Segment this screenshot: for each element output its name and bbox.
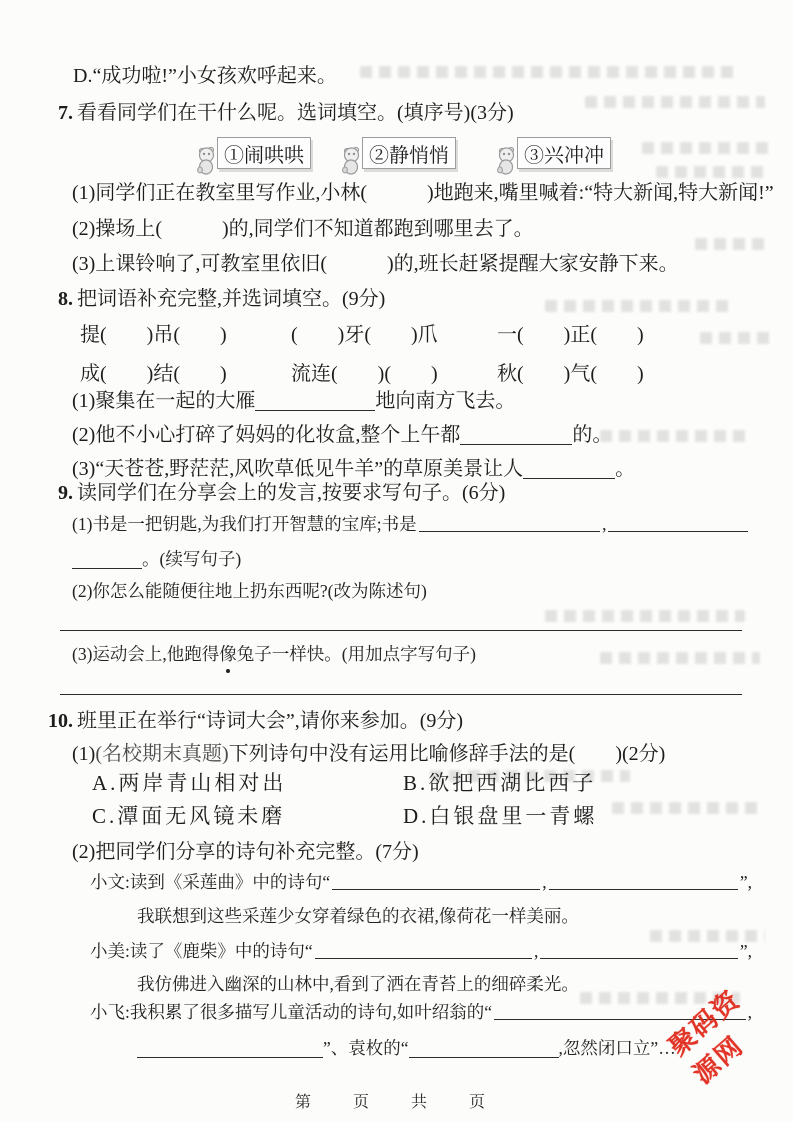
speaker-text: 小美:读了《鹿柴》中的诗句“: [90, 941, 313, 961]
bleedthrough-text: [360, 66, 740, 78]
question-8-title: [58, 286, 385, 313]
speaker-text: 小文:读到《采莲曲》中的诗句“: [90, 872, 331, 892]
fill-blank: [419, 531, 600, 532]
speaker-xiaomei-line-1: [90, 938, 752, 964]
question-9-item-2: (2)你怎么能随便往地上扔东西呢?(改为陈述句): [72, 581, 427, 601]
bleedthrough-text: [656, 166, 766, 178]
bleedthrough-text: [600, 430, 750, 442]
word-group: ( )牙( )爪: [291, 324, 438, 346]
question-8-item-2: [72, 422, 612, 449]
word-option-box-1: [217, 137, 311, 169]
fill-blank: [255, 390, 375, 411]
speaker-text: ,: [533, 941, 539, 961]
fill-blank: [315, 958, 532, 959]
item-text: 地向南方飞去。: [375, 390, 516, 412]
bleedthrough-text: [612, 802, 762, 814]
question-7-item-3: (3)上课铃响了,可教室里依旧( )的,班长赶紧提醒大家安静下来。: [72, 253, 679, 275]
question-7-text: 看看同学们在干什么呢。选词填空。(填序号)(3分): [77, 102, 514, 124]
panda-mascot-icon: [495, 143, 519, 175]
bleedthrough-text: [585, 96, 765, 108]
fill-blank: [72, 548, 142, 569]
speaker-xiaofei-line-2: [137, 1035, 676, 1061]
question-9-item-3: [72, 641, 476, 667]
question-7-title: [58, 100, 514, 127]
item-text: (2)他不小心打碎了妈妈的化妆盒,整个上午都: [72, 424, 461, 446]
dotted-char: 像: [219, 641, 237, 667]
item-text: ,: [602, 514, 607, 534]
item-text: (1)书是一把钥匙,为我们打开智慧的宝库;书是: [72, 514, 417, 534]
choice-b: B.欲把西湖比西子: [403, 771, 597, 795]
question-9-text: 读同学们在分享会上的发言,按要求写句子。(6分): [77, 482, 506, 504]
choice-c: C.潭面无风镜未磨: [92, 804, 286, 828]
item-text: 。: [615, 458, 636, 480]
page-footer: 第 页 共 页: [294, 1094, 498, 1111]
question-7-item-1: (1)同学们正在教室里写作业,小林( )地跑来,嘴里喊着:“特大新闻,特大新闻!”: [72, 182, 774, 204]
speaker-xiaowen-line-2: 我联想到这些采莲少女穿着绿色的衣裙,像荷花一样美丽。: [137, 906, 579, 926]
question-9-item-1-line-2: [72, 546, 241, 572]
speaker-text: ,忽然闭口立”…: [558, 1038, 676, 1058]
question-9-title: [58, 480, 505, 507]
speaker-text: 小飞:我积累了很多描写儿童活动的诗句,如叶绍翁的“: [90, 1002, 493, 1022]
fill-blank: [137, 1037, 323, 1058]
question-8-text: 把词语补充完整,并选词填空。(9分): [77, 288, 386, 310]
speaker-text: ,: [747, 1002, 752, 1022]
question-9-number: 9.: [58, 482, 73, 504]
item-text: 的。: [572, 424, 613, 446]
question-7-number: 7.: [58, 102, 73, 124]
fill-blank: [608, 531, 748, 532]
bleedthrough-text: [545, 610, 745, 622]
bleedthrough-text: [600, 652, 760, 664]
word-group: 流连( )( ): [291, 363, 438, 385]
question-8-number: 8.: [58, 288, 73, 310]
word-group: 一( )正( ): [497, 324, 644, 346]
fill-blank: [332, 889, 540, 890]
fill-blank: [549, 889, 738, 890]
question-10-text: 班里正在举行“诗词大会”,请你来参加。(9分): [77, 710, 464, 732]
question-10-item-1: [72, 741, 665, 768]
fill-blank: [409, 1037, 559, 1058]
speaker-text: ”,: [739, 941, 752, 961]
word-option-label: ②静悄悄: [369, 144, 449, 167]
speaker-text: ”、袁枚的“: [323, 1038, 409, 1058]
item-text: 兔子一样快。(用加点字写句子): [236, 644, 476, 664]
exam-source-tag: (名校期末真题): [95, 743, 229, 765]
question-10-title: [48, 708, 463, 735]
panda-mascot-icon: [340, 143, 364, 175]
question-9-item-1-line-1: [72, 511, 750, 537]
item-text: 。(续写句子): [142, 549, 242, 569]
item-text: (3)“天苍苍,野茫茫,风吹草低见牛羊”的草原美景让人: [72, 458, 524, 480]
speaker-xiaomei-line-2: 我仿佛进入幽深的山林中,看到了洒在青苔上的细碎柔光。: [137, 974, 579, 994]
fill-blank: [540, 958, 738, 959]
answer-line: [60, 630, 742, 631]
word-group: 成( )结( ): [80, 363, 227, 385]
bleedthrough-text: [700, 332, 775, 344]
bleedthrough-text: [695, 238, 767, 250]
bleedthrough-text: [642, 142, 772, 154]
panda-mascot-icon: [195, 143, 219, 175]
question-8-item-1: [72, 388, 515, 415]
question-7-item-2: (2)操场上( )的,同学们不知道都跑到哪里去了。: [72, 218, 534, 240]
word-group: 秋( )气( ): [497, 363, 644, 385]
item-text: (1): [72, 743, 96, 765]
item-text: (1)聚集在一起的大雁: [72, 390, 256, 412]
choice-a: A.两岸青山相对出: [92, 771, 287, 795]
item-text: (3)运动会上,他跑得: [72, 644, 220, 664]
answer-line: [60, 694, 742, 695]
speaker-text: ”,: [739, 872, 752, 892]
watermark: 聚码资源网: [663, 983, 750, 1090]
word-option-box-3: [517, 137, 611, 169]
fill-blank: [460, 424, 572, 445]
question-8-item-3: [72, 456, 635, 483]
word-option-label: ①闹哄哄: [224, 144, 304, 167]
choice-d: D.白银盘里一青螺: [403, 804, 598, 828]
speaker-text: ,: [542, 872, 547, 892]
bleedthrough-text: [545, 300, 730, 312]
speaker-xiaowen-line-1: [90, 869, 752, 895]
word-group: 提( )吊( ): [80, 324, 227, 346]
word-option-box-2: [362, 137, 456, 169]
question-10-number: 10.: [48, 710, 73, 732]
fill-blank: [523, 458, 615, 479]
word-option-label: ③兴冲冲: [524, 144, 604, 167]
item-text: 下列诗句中没有运用比喻修辞手法的是( )(2分): [228, 743, 666, 765]
question-10-item-2-title: (2)把同学们分享的诗句补充完整。(7分): [72, 841, 419, 863]
option-d-line: D.“成功啦!”小女孩欢呼起来。: [73, 65, 337, 87]
speaker-xiaofei-line-1: [90, 999, 752, 1025]
